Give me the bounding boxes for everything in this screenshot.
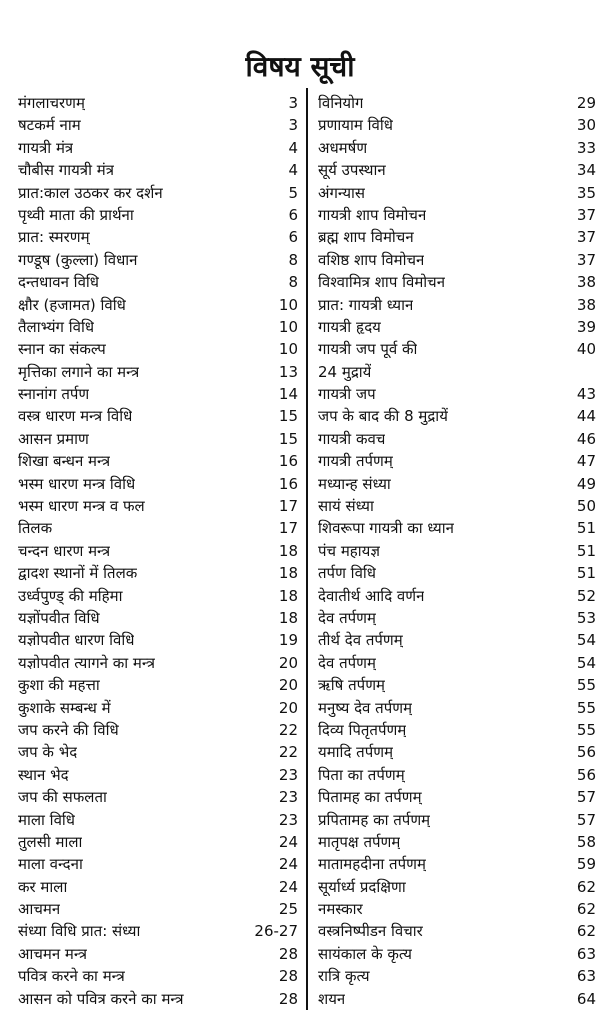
toc-entry [18, 517, 298, 539]
toc-entry [18, 831, 298, 853]
toc-entry-title: विश्वामित्र शाप विमोचन [318, 273, 446, 292]
toc-entry [318, 585, 596, 607]
toc-entry-page: 14 [278, 385, 298, 404]
toc-entry-title: तैलाभ्यंग विधि [18, 317, 95, 336]
toc-entry-title: उर्ध्वपुण्ड् की महिमा [18, 586, 123, 605]
toc-entry [318, 876, 596, 898]
toc-entry-title: चन्दन धारण मन्त्र [18, 541, 111, 560]
toc-entry-page: 50 [576, 497, 596, 516]
toc-entry-page: 54 [576, 631, 596, 650]
toc-entry-page: 23 [278, 765, 298, 784]
toc-entry-page: 56 [576, 765, 596, 784]
toc-entry-page: 23 [278, 788, 298, 807]
toc-entry-page: 10 [278, 295, 298, 314]
toc-entry-title: ऋषि तर्पणम् [318, 676, 386, 695]
toc-entry [318, 182, 596, 204]
toc-entry-title: शिखा बन्धन मन्त्र [18, 452, 111, 471]
page-title: विषय सूची [245, 50, 355, 83]
toc-entry-page: 22 [278, 720, 298, 739]
toc-entry [318, 809, 596, 831]
toc-entry [318, 294, 596, 316]
toc-entry [18, 853, 298, 875]
toc-entry [318, 495, 596, 517]
toc-entry [18, 92, 298, 114]
toc-entry-page: 17 [278, 519, 298, 538]
toc-entry-page: 44 [576, 407, 596, 426]
toc-entry-title: संध्या विधि प्रात: संध्या [18, 922, 141, 941]
toc-entry [318, 405, 596, 427]
toc-entry-title: पिता का तर्पणम् [318, 765, 405, 784]
toc-entry-title: कुशा की महत्ता [18, 676, 100, 695]
toc-entry [318, 428, 596, 450]
toc-entry-title: प्रपितामह का तर्पणम् [318, 810, 431, 829]
toc-entry-title: द्वादश स्थानों में तिलक [18, 564, 138, 583]
toc-entry [18, 294, 298, 316]
toc-entry-title: विनियोग [318, 94, 364, 112]
toc-entry-page: 20 [278, 676, 298, 695]
toc-entry-title: वस्त्रनिष्पीडन विचार [318, 922, 423, 941]
toc-entry [18, 943, 298, 965]
toc-entry [318, 652, 596, 674]
toc-entry-page: 17 [278, 497, 298, 516]
toc-entry [318, 764, 596, 786]
toc-entry-title: स्थान भेद [18, 765, 69, 784]
toc-entry [18, 786, 298, 808]
toc-entry [18, 876, 298, 898]
toc-entry [18, 764, 298, 786]
toc-entry [318, 562, 596, 584]
toc-entry-page: 16 [278, 474, 298, 493]
toc-entry-title: तीर्थ देव तर्पणम् [318, 631, 403, 650]
toc-entry [318, 988, 596, 1010]
toc-entry-page: 3 [288, 94, 298, 112]
toc-entry [318, 786, 596, 808]
toc-entry [18, 697, 298, 719]
toc-entry [318, 674, 596, 696]
toc-entry [318, 271, 596, 293]
toc-entry [318, 965, 596, 987]
toc-entry-title: वशिष्ठ शाप विमोचन [318, 250, 425, 269]
toc-entry [318, 316, 596, 338]
toc-entry-title: मातृपक्ष तर्पणम् [318, 832, 401, 851]
toc-entry [18, 182, 298, 204]
toc-entry-title: गायत्री जप पूर्व की [318, 340, 418, 359]
toc-entry [18, 137, 298, 159]
toc-entry-page: 6 [288, 228, 298, 247]
toc-entry-page: 62 [576, 900, 596, 919]
toc-entry-page: 20 [278, 698, 298, 717]
toc-entry-title: तर्पण विधि [318, 564, 377, 583]
toc-entry-page: 8 [288, 250, 298, 269]
toc-entry [18, 405, 298, 427]
toc-entry-title: सायंकाल के कृत्य [318, 944, 412, 963]
toc-entry-page: 24 [278, 855, 298, 874]
toc-entry-page: 8 [288, 273, 298, 292]
toc-entry [318, 226, 596, 248]
toc-entry [318, 204, 596, 226]
toc-entry-page: 63 [576, 944, 596, 963]
toc-entry-page: 28 [278, 967, 298, 986]
toc-entry-title: गायत्री जप [318, 385, 376, 404]
toc-entry-page: 64 [576, 989, 596, 1008]
toc-entry-page: 55 [576, 698, 596, 717]
toc-entry-page: 29 [576, 94, 596, 112]
toc-entry-page: 10 [278, 317, 298, 336]
toc-entry-title: सायं संध्या [318, 497, 374, 516]
toc-entry [18, 450, 298, 472]
toc-entry [18, 316, 298, 338]
toc-entry [18, 249, 298, 271]
toc-entry-title: आचमन मन्त्र [18, 944, 88, 963]
toc-entry-page: 56 [576, 743, 596, 762]
toc-entry [18, 674, 298, 696]
toc-entry-title: शयन [318, 989, 346, 1008]
toc-entry-page: 28 [278, 944, 298, 963]
toc-entry-title: मृत्तिका लगाने का मन्त्र [18, 362, 140, 381]
toc-entry-page: 53 [576, 608, 596, 627]
toc-entry-title: कर माला [18, 877, 68, 896]
toc-entry [318, 92, 596, 114]
toc-entry [18, 652, 298, 674]
toc-entry-title: कुशाके सम्बन्ध में [18, 698, 111, 717]
toc-entry-title: मध्यान्ह संध्या [318, 474, 391, 493]
toc-entry-title: स्नानांग तर्पण [18, 385, 90, 404]
toc-entry-title: पवित्र करने का मन्त्र [18, 967, 125, 986]
toc-entry-title: रात्रि कृत्य [318, 967, 370, 986]
toc-entry [18, 741, 298, 763]
toc-entry-page: 43 [576, 385, 596, 404]
toc-entry [318, 853, 596, 875]
toc-entry-page: 57 [576, 788, 596, 807]
toc-entry [318, 137, 596, 159]
toc-entry [18, 540, 298, 562]
toc-entry-page: 47 [576, 452, 596, 471]
toc-entry [318, 383, 596, 405]
toc-entry-title: जप की सफलता [18, 788, 107, 807]
toc-entry-title: आसन को पवित्र करने का मन्त्र [18, 989, 184, 1008]
toc-entry-title: 24 मुद्रायें [318, 362, 372, 381]
toc-entry-page: 23 [278, 810, 298, 829]
toc-entry [18, 495, 298, 517]
toc-entry-page: 18 [278, 564, 298, 583]
toc-entry [18, 988, 298, 1010]
toc-entry [18, 585, 298, 607]
toc-entry-page: 38 [576, 295, 596, 314]
toc-entry-title: नमस्कार [318, 900, 363, 919]
toc-entry-title: तुलसी माला [18, 832, 83, 851]
toc-entry [318, 719, 596, 741]
toc-entry [18, 114, 298, 136]
toc-entry [18, 607, 298, 629]
toc-entry-page: 4 [288, 161, 298, 180]
toc-entry [318, 159, 596, 181]
toc-entry-page: 19 [278, 631, 298, 650]
toc-entry-title: गायत्री कवच [318, 429, 386, 448]
toc-entry [318, 943, 596, 965]
toc-entry-title: माला विधि [18, 810, 76, 829]
toc-entry [318, 450, 596, 472]
toc-entry [318, 898, 596, 920]
toc-entry [18, 159, 298, 181]
toc-entry-title: यज्ञोपवीत धारण विधि [18, 631, 135, 650]
toc-entry-page: 58 [576, 832, 596, 851]
toc-entry-page: 52 [576, 586, 596, 605]
toc-entry [18, 383, 298, 405]
toc-entry [18, 809, 298, 831]
toc-entry-page: 13 [278, 362, 298, 381]
toc-entry-page: 10 [278, 340, 298, 359]
toc-entry-page: 35 [576, 183, 596, 202]
toc-entry-title: क्षौर (हजामत) विधि [18, 295, 126, 314]
toc-entry-page: 57 [576, 810, 596, 829]
toc-entry-title: माला वन्दना [18, 855, 83, 874]
column-divider [306, 88, 308, 1010]
toc-entry [318, 473, 596, 495]
toc-entry-page: 51 [576, 541, 596, 560]
toc-entry [18, 719, 298, 741]
toc-entry-page: 22 [278, 743, 298, 762]
toc-entry-title: यज्ञोंपवीत विधि [18, 608, 100, 627]
toc-entry [318, 361, 596, 383]
toc-entry [318, 517, 596, 539]
toc-entry-page: 34 [576, 161, 596, 180]
toc-entry-page: 5 [288, 183, 298, 202]
toc-entry [318, 741, 596, 763]
toc-entry-page: 4 [288, 138, 298, 157]
toc-entry [18, 428, 298, 450]
toc-entry-title: आचमन [18, 900, 61, 919]
toc-entry [18, 562, 298, 584]
toc-entry-page: 51 [576, 519, 596, 538]
toc-entry-page: 38 [576, 273, 596, 292]
toc-entry-page: 37 [576, 228, 596, 247]
toc-entry-title: मंगलाचरणम् [18, 94, 85, 112]
toc-entry-title: दन्तधावन विधि [18, 273, 100, 292]
toc-entry-page: 40 [576, 340, 596, 359]
toc-entry-page: 30 [576, 116, 596, 135]
toc-entry [18, 338, 298, 360]
toc-entry-title: दिव्य पितृतर्पणम् [318, 720, 407, 739]
toc-entry-title: गायत्री तर्पणम् [318, 452, 393, 471]
toc-entry-page: 51 [576, 564, 596, 583]
toc-entry-page: 49 [576, 474, 596, 493]
toc-entry-page: 37 [576, 250, 596, 269]
toc-entry-page: 46 [576, 429, 596, 448]
toc-entry-title: पितामह का तर्पणम् [318, 788, 422, 807]
toc-entry-page: 18 [278, 586, 298, 605]
toc-entry [318, 607, 596, 629]
toc-entry-title: प्रात:काल उठकर कर दर्शन [18, 183, 163, 202]
toc-entry-title: यमादि तर्पणम् [318, 743, 394, 762]
toc-entry-page: 18 [278, 608, 298, 627]
toc-entry-title: मनुष्य देव तर्पणम् [318, 698, 413, 717]
toc-entry-title: सूर्य उपस्थान [318, 161, 386, 180]
toc-entry-page: 37 [576, 205, 596, 224]
toc-entry-page: 15 [278, 407, 298, 426]
toc-entry-title: चौबीस गायत्री मंत्र [18, 161, 114, 180]
toc-entry-page: 24 [278, 832, 298, 851]
toc-entry-page: 26-27 [254, 922, 298, 941]
toc-entry-title: गायत्री मंत्र [18, 138, 74, 157]
toc-entry-page: 62 [576, 922, 596, 941]
toc-entry-title: प्रणायाम विधि [318, 116, 393, 135]
toc-entry-page: 55 [576, 676, 596, 695]
toc-entry-title: गण्डूष (कुल्ला) विधान [18, 250, 138, 269]
toc-entry-page: 15 [278, 429, 298, 448]
toc-entry-page: 16 [278, 452, 298, 471]
toc-entry-title: गायत्री हृदय [318, 317, 381, 336]
toc-entry-title: प्रात: स्मरणम् [18, 228, 90, 247]
toc-entry-title: मातामहदीना तर्पणम् [318, 855, 426, 874]
toc-entry-title: देव तर्पणम् [318, 653, 376, 672]
toc-entry [18, 204, 298, 226]
toc-entry-title: ब्रह्म शाप विमोचन [318, 228, 414, 247]
toc-entry-title: देवातीर्थ आदि वर्णन [318, 586, 425, 605]
toc-entry [18, 965, 298, 987]
toc-entry [18, 473, 298, 495]
toc-entry-title: यज्ञोपवीत त्यागने का मन्त्र [18, 653, 156, 672]
toc-entry-page: 39 [576, 317, 596, 336]
toc-entry [318, 697, 596, 719]
toc-entry-title: वस्त्र धारण मन्त्र विधि [18, 407, 133, 426]
toc-entry [318, 540, 596, 562]
toc-entry [318, 629, 596, 651]
toc-entry-title: तिलक [18, 519, 53, 538]
toc-entry-title: भस्म धारण मन्त्र विधि [18, 474, 136, 493]
toc-entry-page: 54 [576, 653, 596, 672]
toc-entry-title: जप करने की विधि [18, 720, 119, 739]
toc-entry-title: आसन प्रमाण [18, 429, 89, 448]
toc-entry [318, 114, 596, 136]
toc-entry-title: पंच महायज्ञ [318, 541, 380, 560]
toc-entry-page: 20 [278, 653, 298, 672]
toc-column-right [318, 92, 596, 1010]
toc-entry [18, 629, 298, 651]
toc-entry-title: अंगन्यास [318, 183, 366, 202]
toc-entry [18, 226, 298, 248]
toc-entry-title: देव तर्पणम् [318, 608, 376, 627]
toc-entry [318, 831, 596, 853]
toc-entry-page: 59 [576, 855, 596, 874]
toc-entry-page: 28 [278, 989, 298, 1008]
toc-entry-title: पृथ्वी माता की प्रार्थना [18, 205, 134, 224]
toc-entry [18, 920, 298, 942]
toc-entry-title: भस्म धारण मन्त्र व फल [18, 497, 145, 516]
toc-entry-title: सूर्यार्ध्य प्रदक्षिणा [318, 877, 406, 896]
toc-entry-page: 3 [288, 116, 298, 135]
toc-entry-title: जप के बाद की 8 मुद्रायें [318, 407, 448, 426]
toc-entry-page: 33 [576, 138, 596, 157]
toc-entry-page: 63 [576, 967, 596, 986]
toc-entry-page: 55 [576, 720, 596, 739]
toc-column-left [18, 92, 298, 1010]
toc-entry-title: स्नान का संकल्प [18, 340, 106, 359]
toc-entry-title: जप के भेद [18, 743, 78, 762]
toc-entry [318, 249, 596, 271]
toc-entry-title: शिवरूपा गायत्री का ध्यान [318, 519, 454, 538]
toc-entry [18, 361, 298, 383]
toc-entry-page: 25 [278, 900, 298, 919]
toc-entry [18, 898, 298, 920]
toc-entry [18, 271, 298, 293]
toc-entry-title: षटकर्म नाम [18, 116, 81, 135]
toc-entry-title: प्रात: गायत्री ध्यान [318, 295, 414, 314]
toc-entry-title: अधमर्षण [318, 138, 368, 157]
toc-entry-title: गायत्री शाप विमोचन [318, 205, 427, 224]
toc-entry-page: 24 [278, 877, 298, 896]
toc-entry-page: 62 [576, 877, 596, 896]
toc-entry [318, 920, 596, 942]
toc-entry-page: 18 [278, 541, 298, 560]
toc-entry-page: 6 [288, 205, 298, 224]
toc-entry [318, 338, 596, 360]
